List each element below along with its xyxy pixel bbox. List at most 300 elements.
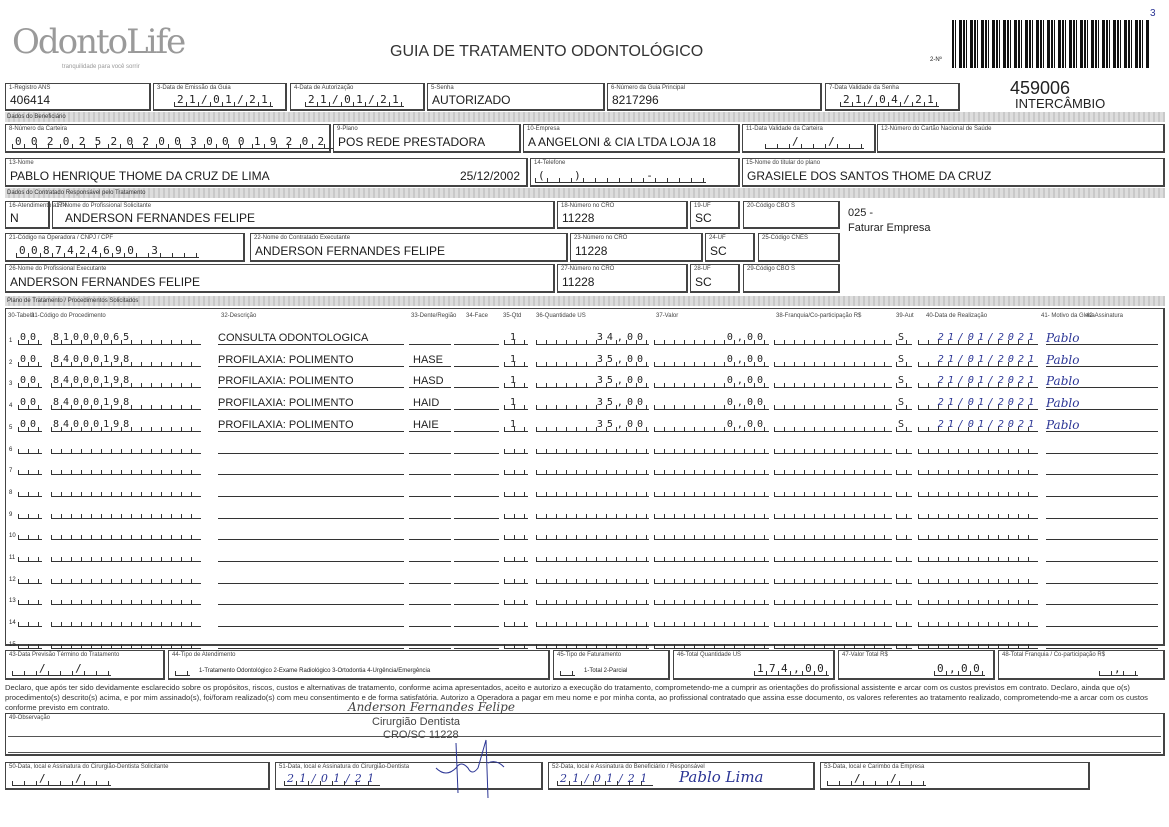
codigo-cell[interactable]: 84000198 [51, 419, 201, 432]
field-tipo-atendimento [168, 650, 550, 680]
descricao-cell[interactable] [218, 571, 404, 584]
tabela-cell[interactable] [18, 636, 42, 649]
corner-mark: 3 [1150, 8, 1156, 19]
field-label: 46-Total Quantidade US [677, 652, 742, 658]
us-cell[interactable] [536, 614, 649, 627]
table-row [6, 479, 1166, 499]
valor-cell[interactable]: 0,00 [654, 354, 769, 367]
data-cell[interactable]: 21/01/2021 [918, 397, 1038, 410]
field-plano [333, 124, 521, 153]
tabela-cell[interactable] [18, 614, 42, 627]
field-label: 48-Total Franquia / Co-participação R$ [1002, 652, 1106, 658]
field-label: 5-Senha [431, 85, 454, 91]
table-row [6, 609, 1166, 629]
declaration-text: Declaro, que após ter sido devidamente esclarecido sobre os propósitos, riscos, custos e alternativas de tratamento, conforme acima apresentados, aceito e autorizo a execução do tratamento, comprometendo-me a cumprir as orientações do profissional assistente e arcar com os custos previstos em contrato. Declaro, ainda que o(s) procedimento(s) descrito(s) acima, e por mim assinado(s), foi/foram realizado(s) com meu consentimento e de forma satisfatória. Autorizo a Operadora a pagar em meu nome e por minha conta, ao profissional contratado que assina esse documento, os valores referentes ao tratamento realizado, comprometendo-me a arcar com os custos conforme previsto em contrato. [5, 683, 1148, 712]
data-cell[interactable] [918, 614, 1038, 627]
field-uf-19 [690, 201, 740, 229]
field-value: , [1099, 662, 1138, 676]
table-row [6, 414, 1166, 434]
field-observacao [5, 713, 1165, 756]
us-cell[interactable]: 35,00 [536, 419, 649, 432]
tabela-cell[interactable] [18, 527, 42, 540]
column-header: 30-Tabela [8, 313, 35, 319]
field-value: / / [827, 772, 926, 786]
field-uf-28 [690, 264, 740, 293]
data-cell[interactable] [918, 462, 1038, 475]
field-cro-27 [557, 264, 688, 293]
dente-cell[interactable] [409, 592, 451, 605]
assinatura-cell[interactable] [1046, 571, 1158, 584]
aut-cell[interactable] [896, 484, 912, 497]
codigo-cell[interactable] [51, 571, 201, 584]
face-cell[interactable] [454, 592, 499, 605]
dente-cell[interactable] [409, 332, 451, 345]
descricao-cell[interactable]: PROFILAXIA: POLIMENTO [218, 375, 404, 388]
face-cell[interactable] [454, 375, 499, 388]
descricao-cell[interactable] [218, 462, 404, 475]
field-label: 10-Empresa [527, 126, 560, 132]
codigo-cell[interactable]: 84000198 [51, 354, 201, 367]
codigo-cell[interactable] [51, 549, 201, 562]
row-number: 14 [9, 620, 16, 627]
row-number: 2 [9, 359, 13, 366]
tabela-cell[interactable]: 00 [20, 332, 41, 343]
field-profissional-solicitante [52, 201, 555, 229]
field-value: SC [695, 275, 712, 289]
us-cell[interactable] [536, 484, 649, 497]
descricao-cell[interactable] [218, 549, 404, 562]
qtd-cell[interactable] [504, 484, 528, 497]
aut-cell[interactable] [896, 506, 912, 519]
field-nome [5, 158, 528, 187]
tabela-cell[interactable]: 00 [20, 353, 41, 365]
field-validade-carteira [742, 124, 876, 153]
aut-cell[interactable] [896, 614, 912, 627]
dente-cell[interactable] [409, 462, 451, 475]
dente-cell[interactable] [409, 549, 451, 562]
qtd-cell[interactable] [504, 549, 528, 562]
data-cell[interactable] [918, 484, 1038, 497]
field-value: / / [765, 135, 864, 149]
franquia-cell[interactable] [774, 549, 892, 562]
field-value: 21/01/21 [174, 93, 273, 107]
qtd-cell[interactable]: 1 [504, 375, 528, 388]
dente-cell[interactable] [409, 441, 451, 454]
dente-cell[interactable] [409, 636, 451, 649]
franquia-cell[interactable] [774, 592, 892, 605]
descricao-cell[interactable]: PROFILAXIA: POLIMENTO [218, 354, 404, 367]
field-carimbo-empresa [820, 762, 1090, 790]
field-label: 43-Data Previsão Término do Tratamento [9, 652, 120, 658]
face-cell[interactable] [454, 484, 499, 497]
guide-number-label: 2-Nº [930, 57, 942, 63]
field-value: 21/01/21 [284, 772, 380, 786]
field-value: A ANGELONI & CIA LTDA LOJA 18 [528, 135, 716, 149]
dente-cell[interactable]: HASE [409, 354, 451, 367]
field-value: 00202520200300019202 [12, 135, 333, 149]
qtd-cell[interactable] [504, 462, 528, 475]
table-row [6, 349, 1166, 369]
column-header: 33-Dente/Região [411, 313, 457, 319]
aut-cell[interactable]: S [896, 332, 912, 345]
tipo-faturamento-input[interactable] [560, 662, 575, 676]
dente-cell[interactable]: HAID [409, 397, 451, 410]
field-tipo-faturamento [553, 650, 670, 680]
dente-cell[interactable]: HASD [409, 375, 451, 388]
assinatura-cell[interactable] [1046, 549, 1158, 562]
field-valor-total [838, 650, 995, 680]
table-row [6, 522, 1166, 542]
field-value: 21/01/21 [305, 93, 404, 107]
face-cell[interactable] [454, 354, 499, 367]
data-cell[interactable] [918, 571, 1038, 584]
descricao-cell[interactable] [218, 527, 404, 540]
us-cell[interactable] [536, 441, 649, 454]
face-cell[interactable] [454, 614, 499, 627]
franquia-cell[interactable] [774, 441, 892, 454]
valor-cell[interactable] [654, 636, 769, 649]
field-value: SC [710, 244, 727, 258]
descricao-cell[interactable] [218, 592, 404, 605]
qtd-cell[interactable] [504, 506, 528, 519]
table-row [6, 370, 1166, 390]
valor-cell[interactable] [654, 506, 769, 519]
birth-date: 25/12/2002 [459, 169, 520, 183]
data-cell[interactable] [918, 506, 1038, 519]
row-number: 1 [9, 338, 13, 344]
dentist-signature [396, 738, 526, 808]
face-cell[interactable] [454, 419, 499, 432]
tabela-cell[interactable] [18, 506, 42, 519]
field-label: 12-Número do Cartão Nacional de Saúde [881, 126, 992, 132]
us-cell[interactable]: 35,00 [536, 354, 649, 367]
data-cell[interactable] [918, 592, 1038, 605]
barcode [952, 20, 1150, 68]
valor-cell[interactable]: 0,00 [654, 419, 769, 432]
us-cell[interactable] [536, 506, 649, 519]
us-cell[interactable]: 34,00 [536, 332, 649, 345]
dente-cell[interactable] [409, 571, 451, 584]
assinatura-cell[interactable]: Pablo [1046, 419, 1158, 432]
assinatura-cell[interactable] [1046, 527, 1158, 540]
field-label: 52-Data, local e Assinatura do Beneficiário / Responsável [552, 764, 705, 770]
column-header: 37-Valor [656, 313, 679, 319]
qtd-cell[interactable] [504, 636, 528, 649]
field-label: 27-Número no CRO [561, 266, 615, 272]
aut-cell[interactable]: S [896, 397, 912, 410]
row-number: 8 [9, 489, 13, 496]
table-row [6, 566, 1166, 586]
field-label: 22-Nome do Contratado Executante [254, 235, 351, 241]
face-cell[interactable] [454, 332, 499, 345]
assinatura-cell[interactable] [1046, 441, 1158, 454]
procedures-table [5, 308, 1165, 646]
dente-cell[interactable]: HAIE [409, 419, 451, 432]
us-cell[interactable] [536, 592, 649, 605]
tipo-atendimento-input[interactable] [175, 662, 190, 676]
valor-cell[interactable] [654, 549, 769, 562]
field-value: AUTORIZADO [432, 93, 511, 107]
face-cell[interactable] [454, 441, 499, 454]
qtd-cell[interactable] [504, 441, 528, 454]
descricao-cell[interactable] [218, 636, 404, 649]
valor-cell[interactable] [654, 484, 769, 497]
franquia-cell[interactable] [774, 506, 892, 519]
field-assinatura-dentista [275, 762, 543, 790]
aut-cell[interactable] [896, 549, 912, 562]
field-label: 24-UF [709, 235, 726, 241]
row-number: 7 [9, 468, 13, 475]
tabela-cell[interactable]: 00 [20, 418, 41, 430]
field-label: 21-Código na Operadora / CNPJ / CPF [9, 235, 114, 241]
assinatura-cell[interactable]: Pablo [1046, 397, 1158, 410]
us-cell[interactable]: 35,00 [536, 375, 649, 388]
data-cell[interactable]: 21/01/2021 [918, 375, 1038, 388]
field-cro-18 [557, 201, 688, 229]
codigo-cell[interactable] [51, 527, 201, 540]
data-cell[interactable]: 21/01/2021 [918, 332, 1038, 345]
codigo-cell[interactable] [51, 462, 201, 475]
franquia-cell[interactable] [774, 462, 892, 475]
table-row [6, 501, 1166, 521]
row-number: 9 [9, 511, 13, 518]
qtd-cell[interactable]: 1 [504, 354, 528, 367]
us-cell[interactable] [536, 527, 649, 540]
row-number: 6 [9, 446, 13, 453]
odontolife-logo: OdontoLife [12, 22, 185, 62]
column-header: 42-Assinatura [1086, 313, 1124, 319]
face-cell[interactable] [454, 571, 499, 584]
tabela-cell[interactable] [18, 592, 42, 605]
face-cell[interactable] [454, 462, 499, 475]
field-value: ANDERSON FERNANDES FELIPE [255, 244, 446, 258]
descricao-cell[interactable] [218, 506, 404, 519]
field-total-franquia [998, 650, 1165, 680]
row-number: 10 [9, 533, 16, 540]
field-guia-principal [607, 83, 822, 111]
assinatura-cell[interactable]: Pablo [1046, 354, 1158, 367]
aut-cell[interactable] [896, 527, 912, 540]
codigo-cell[interactable]: 81000065 [51, 332, 201, 345]
face-cell[interactable] [454, 636, 499, 649]
codigo-cell[interactable] [51, 592, 201, 605]
field-label: 29-Código CBO S [747, 266, 796, 272]
data-cell[interactable] [918, 549, 1038, 562]
valor-cell[interactable]: 0,00 [654, 375, 769, 388]
field-value: GRASIELE DOS SANTOS THOME DA CRUZ [747, 169, 992, 183]
field-value: 11228 [562, 211, 595, 225]
assinatura-cell[interactable] [1046, 484, 1158, 497]
dente-cell[interactable] [409, 484, 451, 497]
franquia-cell[interactable] [774, 375, 892, 388]
field-value: 11228 [562, 275, 595, 289]
table-row [6, 457, 1166, 477]
field-label: 3-Data de Emissão da Guia [157, 85, 231, 91]
field-label: 14-Telefone [534, 160, 566, 166]
franquia-cell[interactable] [774, 636, 892, 649]
codigo-cell[interactable] [51, 484, 201, 497]
field-value: ANDERSON FERNANDES FELIPE [65, 211, 256, 225]
data-cell[interactable] [918, 441, 1038, 454]
field-label: 28-UF [694, 266, 711, 272]
codigo-cell[interactable] [51, 506, 201, 519]
us-cell[interactable]: 35,00 [536, 397, 649, 410]
column-header: 31-Código do Procedimento [31, 313, 106, 319]
assinatura-cell[interactable] [1046, 636, 1158, 649]
data-cell[interactable]: 21/01/2021 [918, 354, 1038, 367]
dente-cell[interactable] [409, 506, 451, 519]
beneficiary-signature: Pablo Lima [679, 768, 764, 786]
us-cell[interactable] [536, 462, 649, 475]
us-cell[interactable] [536, 549, 649, 562]
valor-cell[interactable]: 0,00 [654, 397, 769, 410]
qtd-cell[interactable] [504, 571, 528, 584]
field-value: PABLO HENRIQUE THOME DA CRUZ DE LIMA [10, 169, 270, 183]
data-cell[interactable]: 21/01/2021 [918, 419, 1038, 432]
qtd-cell[interactable] [504, 527, 528, 540]
tabela-cell[interactable] [18, 484, 42, 497]
descricao-cell[interactable] [218, 441, 404, 454]
dente-cell[interactable] [409, 527, 451, 540]
assinatura-cell[interactable]: Pablo [1046, 332, 1158, 345]
tabela-cell[interactable]: 00 [20, 397, 41, 409]
field-value: / / [12, 662, 111, 676]
descricao-cell[interactable] [218, 614, 404, 627]
codigo-cell[interactable]: 84000198 [51, 375, 201, 388]
face-cell[interactable] [454, 549, 499, 562]
field-cartao-nacional-saude [877, 124, 1165, 153]
field-label: 26-Nome do Profissional Executante [9, 266, 107, 272]
column-header: 34-Face [466, 313, 489, 319]
column-header: 41- Motivo da Glosa [1041, 313, 1095, 319]
field-validade-senha [825, 83, 960, 111]
us-cell[interactable] [536, 571, 649, 584]
codigo-cell[interactable]: 84000198 [51, 397, 201, 410]
valor-cell[interactable] [654, 462, 769, 475]
aut-cell[interactable]: S [896, 419, 912, 432]
qtd-cell[interactable]: 1 [504, 419, 528, 432]
face-cell[interactable] [454, 506, 499, 519]
us-cell[interactable] [536, 636, 649, 649]
page-title: GUIA DE TRATAMENTO ODONTOLÓGICO [390, 43, 704, 60]
tabela-cell[interactable]: 00 [20, 375, 41, 387]
data-cell[interactable] [918, 636, 1038, 649]
field-value: 21/01/21 [557, 772, 653, 786]
qtd-cell[interactable]: 1 [504, 332, 528, 345]
field-label: 11-Data Validade da Carteira [746, 126, 823, 132]
assinatura-cell[interactable] [1046, 506, 1158, 519]
table-row [6, 587, 1166, 607]
field-label: 18-Número no CRO [561, 203, 615, 209]
codigo-cell[interactable] [51, 614, 201, 627]
field-assinatura-beneficiario [548, 762, 815, 790]
aut-cell[interactable] [896, 441, 912, 454]
qtd-cell[interactable] [504, 592, 528, 605]
qtd-cell[interactable]: 1 [504, 397, 528, 410]
tabela-cell[interactable] [18, 462, 42, 475]
tabela-cell[interactable] [18, 549, 42, 562]
aut-cell[interactable] [896, 571, 912, 584]
aut-cell[interactable]: S [896, 354, 912, 367]
field-cro-23 [570, 233, 703, 262]
assinatura-cell[interactable] [1046, 614, 1158, 627]
field-label: 1-Registro ANS [9, 85, 51, 91]
field-value: 406414 [10, 93, 51, 107]
data-cell[interactable] [918, 527, 1038, 540]
field-value: / / [12, 772, 111, 786]
descricao-cell[interactable]: CONSULTA ODONTOLOGICA [218, 332, 404, 345]
row-number: 4 [9, 403, 13, 410]
valor-cell[interactable] [654, 571, 769, 584]
valor-cell[interactable] [654, 527, 769, 540]
codigo-cell[interactable] [51, 636, 201, 649]
field-value: 0087424690 3 [16, 244, 199, 258]
assinatura-cell[interactable]: Pablo [1046, 375, 1158, 388]
face-cell[interactable] [454, 527, 499, 540]
franquia-cell[interactable] [774, 527, 892, 540]
field-label: 19-UF [694, 203, 711, 209]
column-header: 40-Data de Realização [926, 313, 988, 319]
franquia-cell[interactable] [774, 397, 892, 410]
field-label: 20-Código CBO S [747, 203, 796, 209]
franquia-cell[interactable] [774, 419, 892, 432]
field-label: 53-Data, local e Carimbo da Empresa [824, 764, 925, 770]
field-empresa [523, 124, 740, 153]
franquia-cell[interactable] [774, 484, 892, 497]
qtd-cell[interactable] [504, 614, 528, 627]
valor-cell[interactable]: 0,00 [654, 332, 769, 345]
tabela-cell[interactable] [18, 441, 42, 454]
franquia-cell[interactable] [774, 571, 892, 584]
descricao-cell[interactable]: PROFILAXIA: POLIMENTO [218, 419, 404, 432]
valor-cell[interactable] [654, 592, 769, 605]
stamp-title: Cirurgião Dentista [372, 716, 461, 728]
stamp-cro: CRO/SC 11228 [383, 729, 459, 741]
valor-cell[interactable] [654, 614, 769, 627]
tabela-cell[interactable] [18, 571, 42, 584]
row-number: 12 [9, 576, 16, 583]
franquia-cell[interactable] [774, 354, 892, 367]
valor-cell[interactable] [654, 441, 769, 454]
table-row [6, 392, 1166, 412]
field-previsao-termino [5, 650, 165, 680]
row-number: 3 [9, 381, 13, 388]
field-value: 21/04/21 [840, 93, 939, 107]
assinatura-cell[interactable] [1046, 462, 1158, 475]
aut-cell[interactable] [896, 592, 912, 605]
descricao-cell[interactable]: PROFILAXIA: POLIMENTO [218, 397, 404, 410]
codigo-cell[interactable] [51, 441, 201, 454]
assinatura-cell[interactable] [1046, 592, 1158, 605]
aut-cell[interactable]: S [896, 375, 912, 388]
field-numero-carteira [5, 124, 334, 153]
guide-type: INTERCÂMBIO [1015, 96, 1106, 111]
aut-cell[interactable] [896, 636, 912, 649]
column-header: 35-Qtd [503, 313, 522, 319]
field-value: 11228 [575, 244, 608, 258]
field-value: 0,00 [934, 662, 985, 676]
row-number: 11 [9, 555, 16, 561]
field-label: 9-Plano [337, 126, 358, 132]
dente-cell[interactable] [409, 614, 451, 627]
descricao-cell[interactable] [218, 484, 404, 497]
aut-cell[interactable] [896, 462, 912, 475]
franquia-cell[interactable] [774, 614, 892, 627]
franquia-cell[interactable] [774, 332, 892, 345]
face-cell[interactable] [454, 397, 499, 410]
field-value: POS REDE PRESTADORA [338, 135, 486, 149]
field-uf-24 [705, 233, 755, 262]
